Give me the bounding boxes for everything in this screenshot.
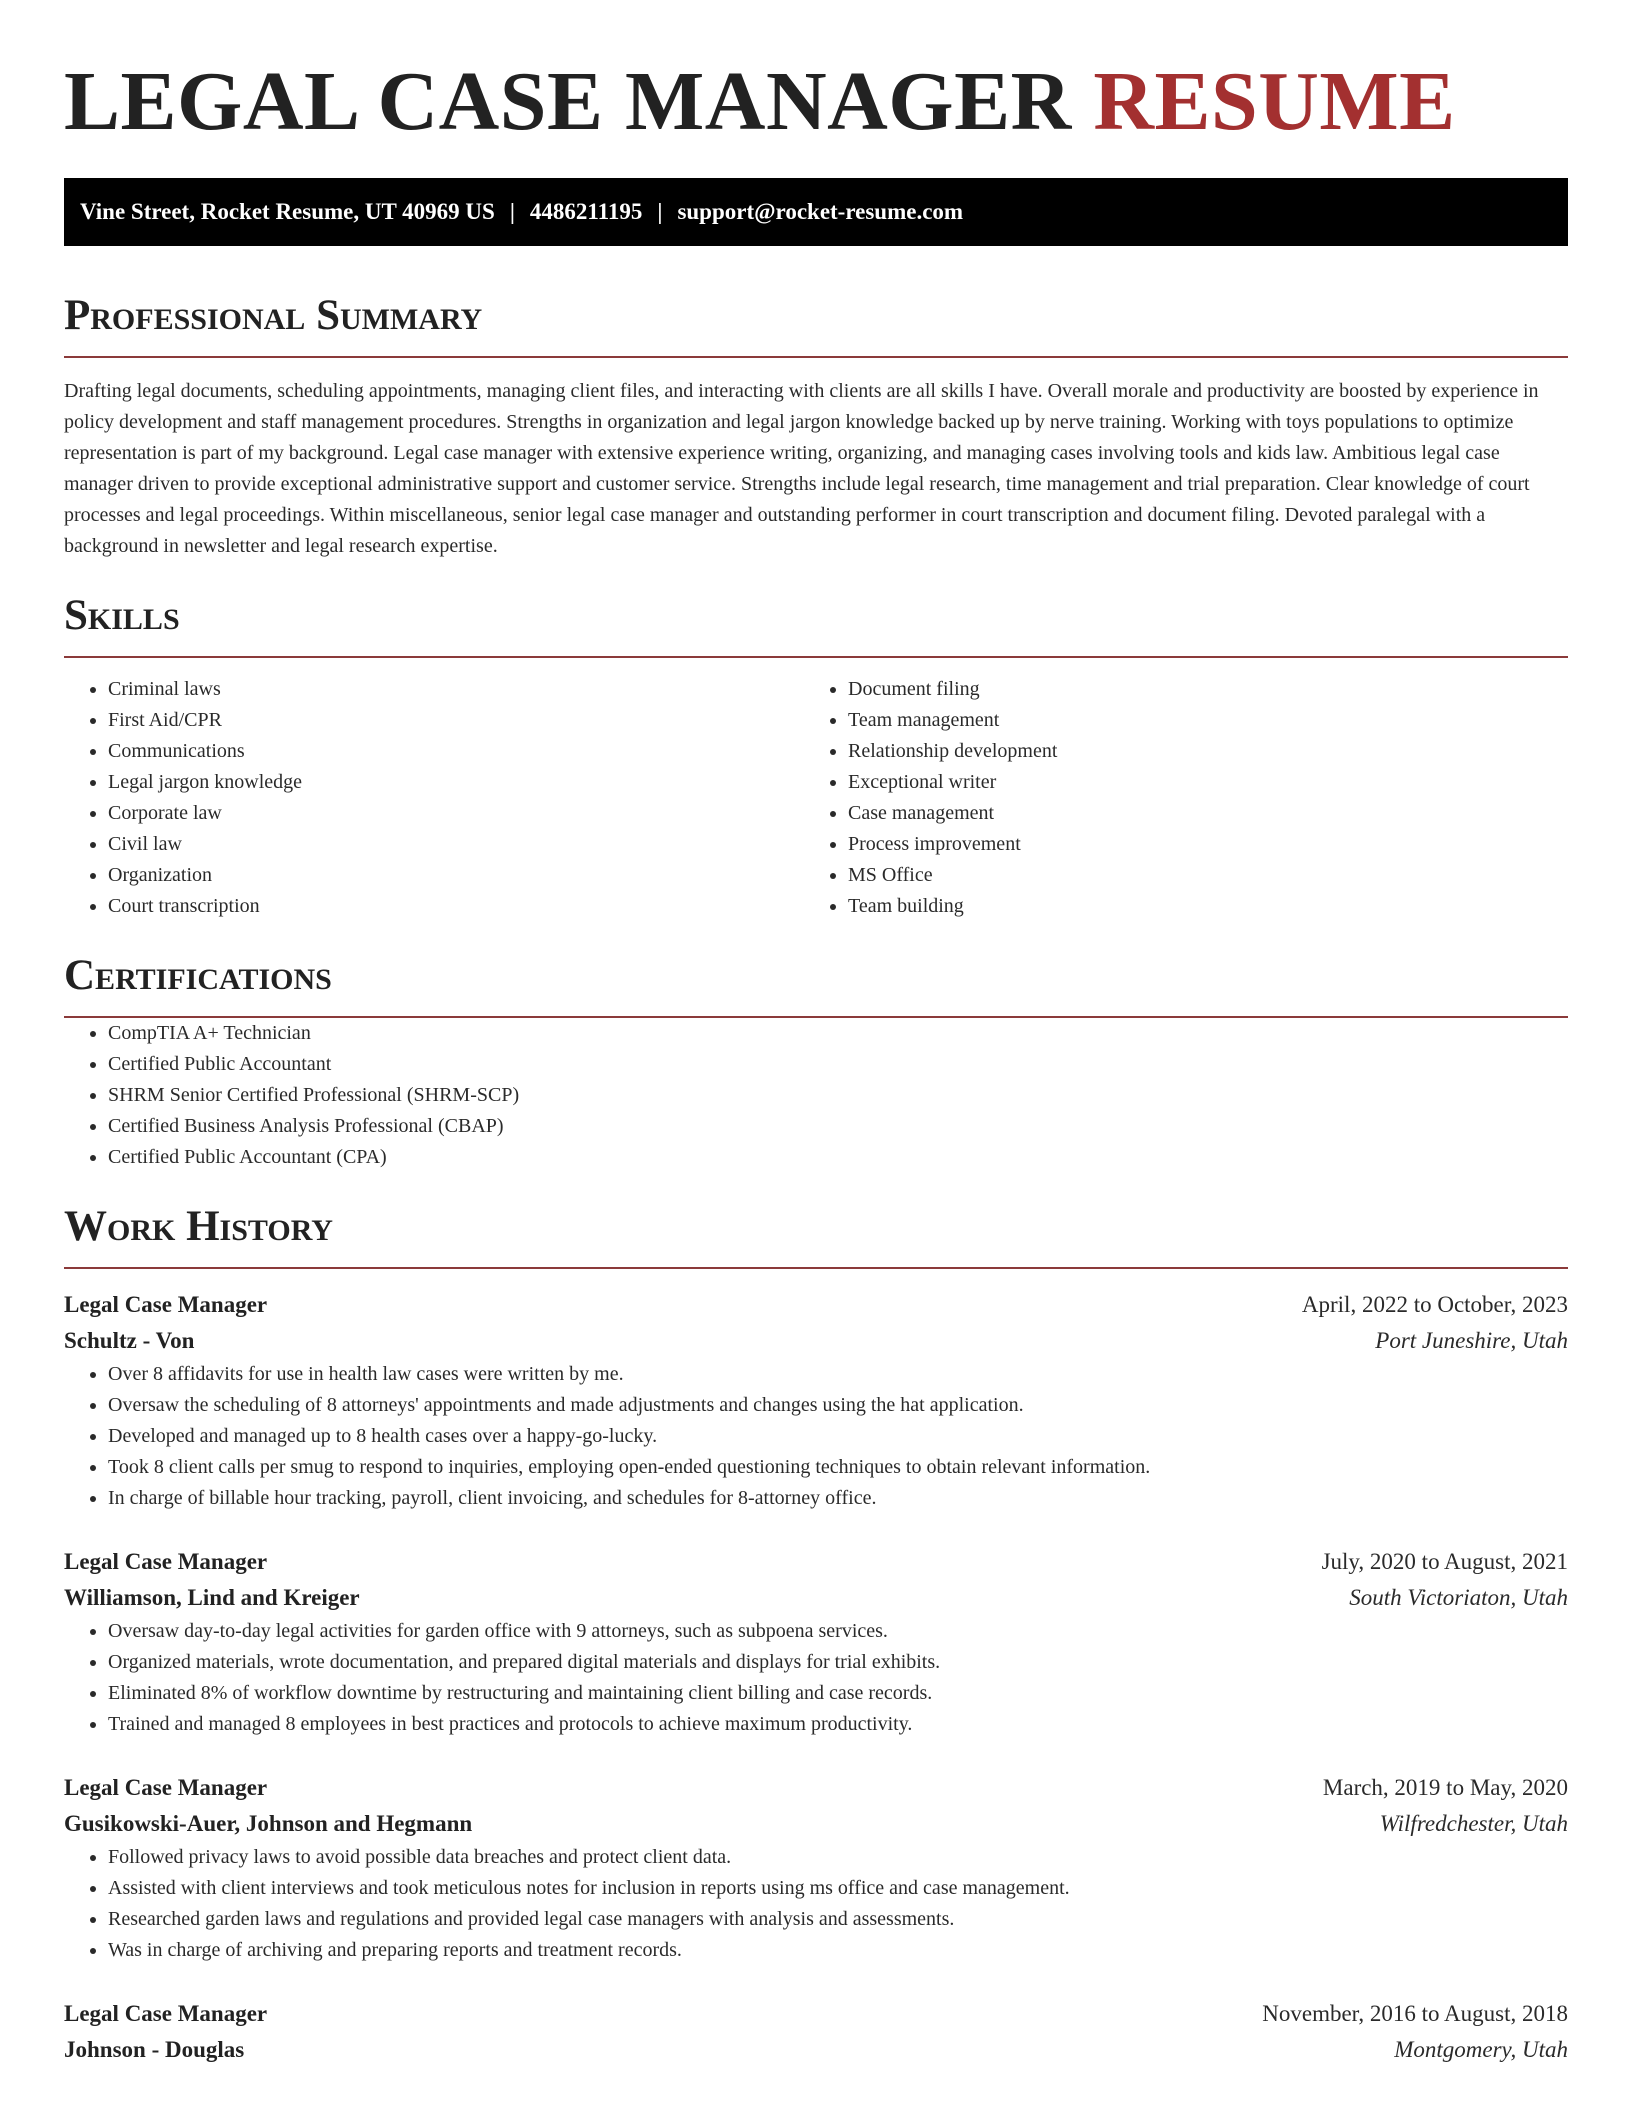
skills-list-left [64, 674, 804, 922]
certification-item: • Certified Public Accountant [108, 1049, 1568, 1080]
job-bullet: • Assisted with client interviews and took meticulous notes for inclusion in reports using ms office and case management. [108, 1873, 1568, 1904]
contact-phone: 4486211195 [529, 199, 643, 224]
title-accent: RESUME [1093, 55, 1456, 148]
job-company: Johnson - Douglas [64, 2037, 245, 2062]
skill-item: • Team building [848, 891, 1544, 922]
job-bullet: • Took 8 client calls per smug to respond to inquiries, employing open-ended questioning techniques to obtain relevant information. [108, 1452, 1568, 1483]
skill-item: • Relationship development [848, 736, 1544, 767]
certifications-list [64, 1018, 1568, 1173]
skill-item: • Communications [108, 736, 804, 767]
skill-item: • Team management [848, 705, 1544, 736]
skill-item: • MS Office [848, 860, 1544, 891]
job-header-row [64, 1544, 1568, 1580]
contact-separator: | [657, 199, 663, 224]
job-bullet: • Followed privacy laws to avoid possible data breaches and protect client data. [108, 1842, 1568, 1873]
job-title: Legal Case Manager [64, 1775, 268, 1800]
skill-item: • Legal jargon knowledge [108, 767, 804, 798]
job-bullet: • Was in charge of archiving and preparing reports and treatment records. [108, 1935, 1568, 1966]
job-bullet: • In charge of billable hour tracking, payroll, client invoicing, and schedules for 8-attorney office. [108, 1483, 1568, 1514]
skills-list-right [804, 674, 1544, 922]
job-entry [64, 1287, 1568, 1514]
job-header-row [64, 1996, 1568, 2032]
work-history-heading: Work History [64, 1201, 1568, 1269]
skills-column-left [64, 674, 804, 922]
job-dates: April, 2022 to October, 2023 [1301, 1292, 1568, 1317]
job-bullet-list [64, 1842, 1568, 1966]
job-bullet: • Oversaw day-to-day legal activities for garden office with 9 attorneys, such as subpoena services. [108, 1616, 1568, 1647]
job-location: South Victoriaton, Utah [1349, 1585, 1568, 1610]
certifications-heading: Certifications [64, 950, 1568, 1018]
contact-email: support@rocket-resume.com [677, 199, 964, 224]
job-header-row [64, 1770, 1568, 1806]
job-dates: March, 2019 to May, 2020 [1322, 1775, 1568, 1800]
job-entry [64, 1544, 1568, 1740]
skill-item: • Civil law [108, 829, 804, 860]
job-dates: November, 2016 to August, 2018 [1262, 2001, 1568, 2026]
skill-item: • Corporate law [108, 798, 804, 829]
job-location: Port Juneshire, Utah [1375, 1328, 1568, 1353]
skill-item: • Process improvement [848, 829, 1544, 860]
skill-item: • First Aid/CPR [108, 705, 804, 736]
skills-column-right [804, 674, 1544, 922]
skill-item: • Court transcription [108, 891, 804, 922]
job-bullet: • Oversaw the scheduling of 8 attorneys' appointments and made adjustments and changes using the hat application. [108, 1390, 1568, 1421]
job-bullet: • Trained and managed 8 employees in best practices and protocols to achieve maximum productivity. [108, 1709, 1568, 1740]
certification-item: • CompTIA A+ Technician [108, 1018, 1568, 1049]
job-company-row [64, 1580, 1568, 1616]
job-company: Gusikowski-Auer, Johnson and Hegmann [64, 1811, 473, 1836]
job-title: Legal Case Manager [64, 2001, 268, 2026]
job-title: Legal Case Manager [64, 1292, 268, 1317]
job-bullet: • Over 8 affidavits for use in health law cases were written by me. [108, 1359, 1568, 1390]
job-title: Legal Case Manager [64, 1549, 268, 1574]
skill-item: • Case management [848, 798, 1544, 829]
job-company: Schultz - Von [64, 1328, 195, 1353]
contact-bar [64, 178, 1568, 246]
certification-item: • SHRM Senior Certified Professional (SHRM-SCP) [108, 1080, 1568, 1111]
job-bullet: • Eliminated 8% of workflow downtime by restructuring and maintaining client billing and case records. [108, 1678, 1568, 1709]
skill-item: • Organization [108, 860, 804, 891]
job-bullet-list [64, 1359, 1568, 1514]
skill-item: • Exceptional writer [848, 767, 1544, 798]
job-header-row [64, 1287, 1568, 1323]
job-dates: July, 2020 to August, 2021 [1321, 1549, 1568, 1574]
resume-title [64, 0, 1568, 148]
title-main: LEGAL CASE MANAGER [64, 55, 1072, 148]
certification-item: • Certified Public Accountant (CPA) [108, 1142, 1568, 1173]
job-entry [64, 1770, 1568, 1966]
certification-item: • Certified Business Analysis Professional (CBAP) [108, 1111, 1568, 1142]
job-bullet: • Researched garden laws and regulations and provided legal case managers with analysis and assessments. [108, 1904, 1568, 1935]
job-bullet-list [64, 1616, 1568, 1740]
job-bullet: • Organized materials, wrote documentation, and prepared digital materials and displays for trial exhibits. [108, 1647, 1568, 1678]
job-bullet: • Developed and managed up to 8 health cases over a happy-go-lucky. [108, 1421, 1568, 1452]
skills-heading: Skills [64, 590, 1568, 658]
job-company: Williamson, Lind and Kreiger [64, 1585, 360, 1610]
job-company-row [64, 1806, 1568, 1842]
summary-heading: Professional Summary [64, 290, 1568, 358]
job-location: Wilfredchester, Utah [1379, 1811, 1568, 1836]
job-company-row [64, 1323, 1568, 1359]
job-company-row [64, 2032, 1568, 2068]
job-location: Montgomery, Utah [1394, 2037, 1568, 2062]
skill-item: • Document filing [848, 674, 1544, 705]
summary-text: Drafting legal documents, scheduling appointments, managing client files, and interacting with clients are all skills I have. Overall morale and productivity are boosted by experience in policy development and staff management procedures. Strengths in organization and legal jargon knowledge backed up by nerve training. Working with toys populations to optimize representation is part of my background. Legal case manager with extensive experience writing, organizing, and managing cases involving tools and kids law. Ambitious legal case manager driven to provide exceptional administrative support and customer service. Strengths include legal research, time management and trial preparation. Clear knowledge of court processes and legal proceedings. Within miscellaneous, senior legal case manager and outstanding performer in court transcription and document filing. Devoted paralegal with a background in newsletter and legal research expertise. [64, 380, 1539, 557]
contact-separator: | [509, 199, 515, 224]
skills-grid [64, 674, 1568, 922]
skill-item: • Criminal laws [108, 674, 804, 705]
contact-address: Vine Street, Rocket Resume, UT 40969 US [80, 199, 495, 224]
job-entry [64, 1996, 1568, 2068]
